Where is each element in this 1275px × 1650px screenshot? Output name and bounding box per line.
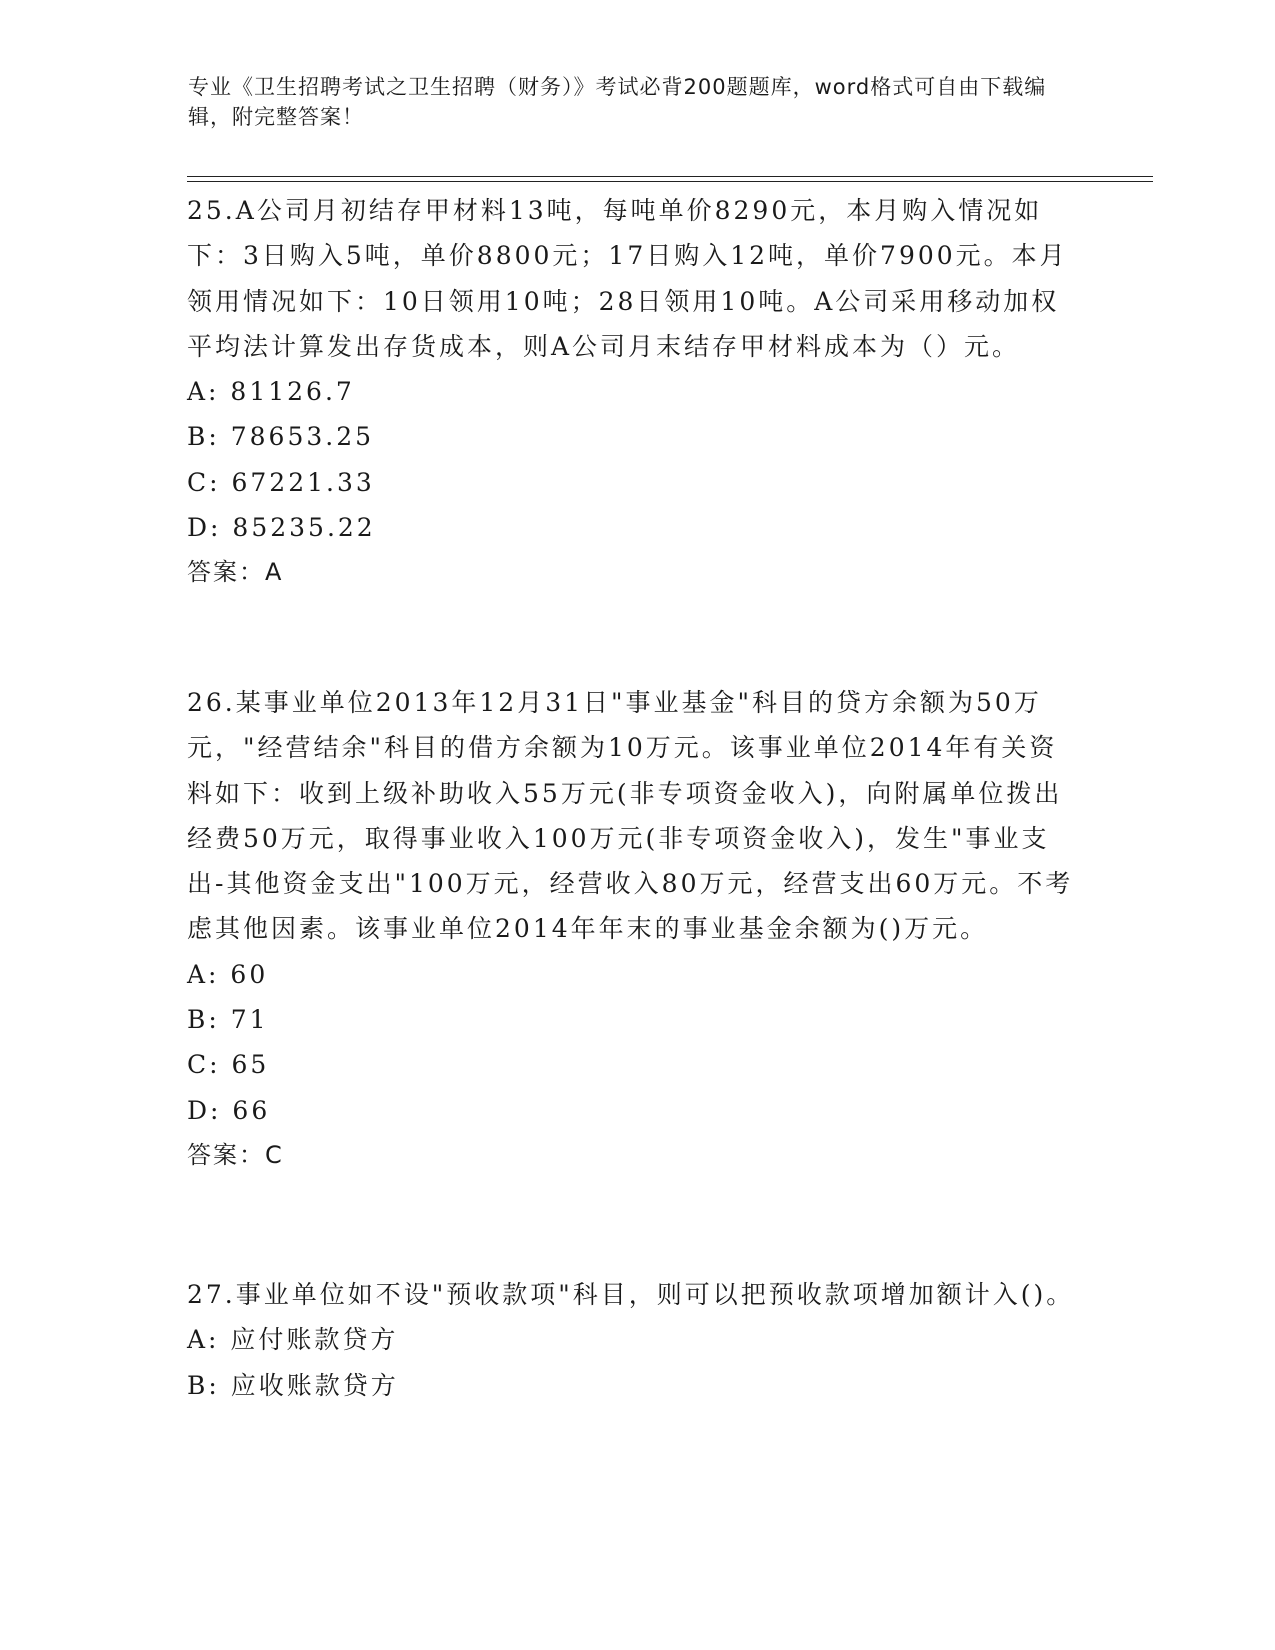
answer-label: 答案：A bbox=[187, 558, 284, 587]
question-stem: 25.A公司月初结存甲材料13吨，每吨单价8290元，本月购入情况如下：3日购入5吨，单价8800元；17日购入12吨，单价7900元。本月领用情况如下：10日领用10吨；28日领用10吨。A公司采用移动加权平均法计算发出存货成本，则A公司月末结存甲材料成本为（）元。 bbox=[187, 196, 1068, 361]
option-b: B: 应收账款贷方 bbox=[187, 1370, 399, 1400]
document-header: 专业《卫生招聘考试之卫生招聘（财务）》考试必背200题题库，word格式可自由下载编辑，附完整答案！ bbox=[188, 75, 1047, 129]
answer-label: 答案：C bbox=[187, 1140, 284, 1169]
option-c: C: 67221.33 bbox=[187, 467, 375, 497]
option-a: A: 应付账款贷方 bbox=[187, 1325, 399, 1355]
question-stem: 27.事业单位如不设"预收款项"科目，则可以把预收款项增加额计入()。 bbox=[187, 1280, 1075, 1309]
question-25 bbox=[187, 188, 1079, 596]
option-a: A: 60 bbox=[187, 959, 269, 989]
option-a: A: 81126.7 bbox=[187, 377, 355, 407]
question-stem: 26.某事业单位2013年12月31日"事业基金"科目的贷方余额为50万元，"经营结余"科目的借方余额为10万元。该事业单位2014年有关资料如下：收到上级补助收入55万元(非专项资金收入)，向附属单位拨出经费50万元，取得事业收入100万元(非专项资金收入)，发生"事业支出-其他资金支出"100万元，经营收入80万元，经营支出60万元。不考虑其他因素。该事业单位2014年年末的事业基金余额为()万元。 bbox=[187, 688, 1074, 944]
option-d: D: 66 bbox=[187, 1095, 271, 1125]
option-d: D: 85235.22 bbox=[187, 513, 376, 543]
question-26 bbox=[187, 680, 1079, 1178]
question-27 bbox=[187, 1272, 1079, 1408]
header-divider-top bbox=[187, 176, 1153, 177]
option-c: C: 65 bbox=[187, 1050, 270, 1080]
option-b: B: 71 bbox=[187, 1005, 269, 1035]
option-b: B: 78653.25 bbox=[187, 422, 375, 452]
header-divider-bottom bbox=[187, 181, 1153, 182]
